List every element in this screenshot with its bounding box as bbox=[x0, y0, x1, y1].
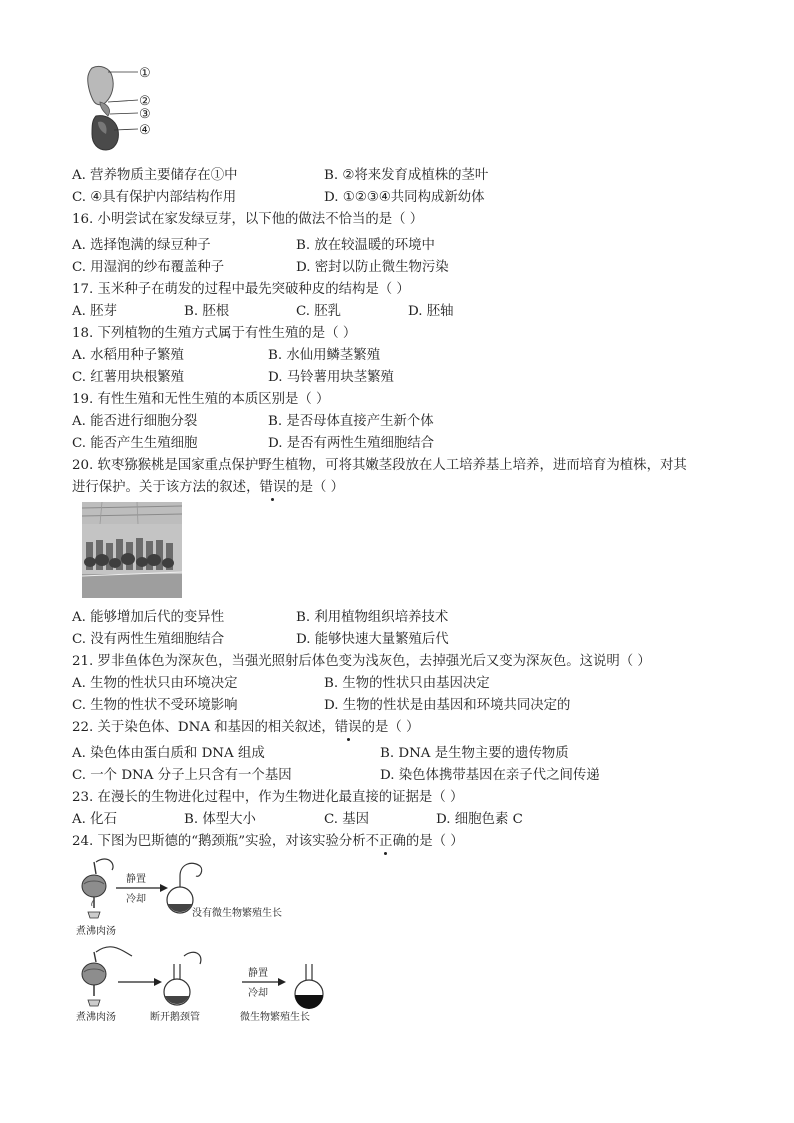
broken-neck-flask bbox=[164, 952, 201, 1005]
q21-option-b: B. 生物的性状只由基因决定 bbox=[324, 676, 490, 691]
q19-option-b: B. 是否母体直接产生新个体 bbox=[268, 414, 434, 429]
plumule-shape bbox=[100, 102, 110, 116]
seed-label-4: ④ bbox=[139, 123, 151, 138]
q20-option-a: A. 能够增加后代的变异性 bbox=[72, 610, 225, 625]
q18-option-b: B. 水仙用鳞茎繁殖 bbox=[268, 348, 381, 363]
boiling-flask-1 bbox=[82, 859, 113, 918]
q15-option-c: C. ④具有保护内部结构作用 bbox=[72, 190, 237, 205]
q22-option-c: C. 一个 DNA 分子上只含有一个基因 bbox=[72, 768, 292, 783]
result-flask-1 bbox=[167, 863, 202, 913]
q23-stem: 23. 在漫长的生物进化过程中，作为生物进化最直接的证据是（ ） bbox=[72, 790, 464, 805]
fig-label-boil-1: 煮沸肉汤 bbox=[76, 926, 116, 937]
boiling-flask-2 bbox=[82, 947, 132, 1006]
q15-option-d: D. ①②③④共同构成新幼体 bbox=[324, 190, 485, 205]
fig-label-boil-2: 煮沸肉汤 bbox=[76, 1012, 116, 1023]
q20-option-b: B. 利用植物组织培养技术 bbox=[296, 610, 449, 625]
q16-option-b: B. 放在较温暖的环境中 bbox=[296, 238, 435, 253]
q23-option-a: A. 化石 bbox=[72, 812, 117, 827]
fig-label-break: 断开鹅颈管 bbox=[150, 1012, 200, 1023]
q19-option-c: C. 能否产生生殖细胞 bbox=[72, 436, 198, 451]
seed-label-1: ① bbox=[139, 66, 151, 81]
seed-label-2: ② bbox=[139, 94, 151, 109]
q16-option-a: A. 选择饱满的绿豆种子 bbox=[72, 238, 211, 253]
q20-option-c: C. 没有两性生殖细胞结合 bbox=[72, 632, 225, 647]
seed-label-3: ③ bbox=[139, 107, 151, 122]
q18-option-d: D. 马铃薯用块茎繁殖 bbox=[268, 370, 394, 385]
fig-result-2: 微生物繁殖生长 bbox=[240, 1012, 310, 1023]
q15-option-b: B. ②将来发育成植株的茎叶 bbox=[324, 168, 489, 183]
q17-option-a: A. 胚芽 bbox=[72, 304, 117, 319]
result-flask-2 bbox=[295, 964, 323, 1009]
q17-stem: 17. 玉米种子在萌发的过程中最先突破种皮的结构是（ ） bbox=[72, 282, 410, 297]
q23-option-d: D. 细胞色素 C bbox=[436, 812, 523, 827]
q22-option-b: B. DNA 是生物主要的遗传物质 bbox=[380, 746, 569, 761]
q21-option-c: C. 生物的性状不受环境影响 bbox=[72, 698, 238, 713]
q17-option-b: B. 胚根 bbox=[184, 304, 230, 319]
q23-option-b: B. 体型大小 bbox=[184, 812, 256, 827]
q19-stem: 19. 有性生殖和无性生殖的本质区别是（ ） bbox=[72, 392, 330, 407]
q17-option-d: D. 胚轴 bbox=[408, 304, 454, 319]
fig-arrow1-bottom: 冷却 bbox=[126, 894, 146, 905]
q19-option-d: D. 是否有两性生殖细胞结合 bbox=[268, 436, 435, 451]
q21-stem: 21. 罗非鱼体色为深灰色，当强光照射后体色变为浅灰色，去掉强光后又变为深灰色。这说明（ ） bbox=[72, 654, 651, 669]
seed-figure bbox=[78, 62, 168, 154]
q24-emphasis: 不正确 bbox=[365, 834, 406, 849]
q18-option-c: C. 红薯用块根繁殖 bbox=[72, 370, 185, 385]
fig-arrow1-top: 静置 bbox=[126, 874, 146, 885]
fig-arrow3-bottom: 冷却 bbox=[248, 988, 268, 999]
q23-option-c: C. 基因 bbox=[324, 812, 370, 827]
q20-stem-line1: 20. 软枣猕猴桃是国家重点保护野生植物，可将其嫩茎段放在人工培养基上培养，进而培育为植株，对其 bbox=[72, 458, 687, 473]
tissue-culture-photo bbox=[82, 502, 182, 598]
q22-option-d: D. 染色体携带基因在亲子代之间传递 bbox=[380, 768, 600, 783]
q16-option-c: C. 用湿润的纱布覆盖种子 bbox=[72, 260, 225, 275]
q20-emphasis: 错误 bbox=[259, 480, 287, 495]
q19-option-a: A. 能否进行细胞分裂 bbox=[72, 414, 198, 429]
q16-stem: 16. 小明尝试在家发绿豆芽，以下他的做法不恰当的是（ ） bbox=[72, 212, 424, 227]
q18-stem: 18. 下列植物的生殖方式属于有性生殖的是（ ） bbox=[72, 326, 357, 341]
q20-stem-line2: 进行保护。关于该方法的叙述，错误的是（ ） bbox=[72, 480, 345, 495]
q22-stem: 22. 关于染色体、DNA 和基因的相关叙述，错误的是（ ） bbox=[72, 720, 420, 735]
q24-stem: 24. 下图为巴斯德的“鹅颈瓶”实验，对该实验分析不正确的是（ ） bbox=[72, 834, 464, 849]
q20-option-d: D. 能够快速大量繁殖后代 bbox=[296, 632, 449, 647]
q16-option-d: D. 密封以防止微生物污染 bbox=[296, 260, 449, 275]
q21-option-d: D. 生物的性状是由基因和环境共同决定的 bbox=[324, 698, 571, 713]
q15-option-a: A. 营养物质主要储存在①中 bbox=[72, 168, 238, 183]
q21-option-a: A. 生物的性状只由环境决定 bbox=[72, 676, 238, 691]
fig-result-1: 没有微生物繁殖生长 bbox=[192, 908, 282, 919]
q22-emphasis: 错误 bbox=[334, 720, 362, 735]
fig-arrow3-top: 静置 bbox=[248, 968, 268, 979]
swan-neck-flask-figure bbox=[72, 856, 372, 1026]
q18-option-a: A. 水稻用种子繁殖 bbox=[72, 348, 184, 363]
q22-option-a: A. 染色体由蛋白质和 DNA 组成 bbox=[72, 746, 265, 761]
q17-option-c: C. 胚乳 bbox=[296, 304, 342, 319]
